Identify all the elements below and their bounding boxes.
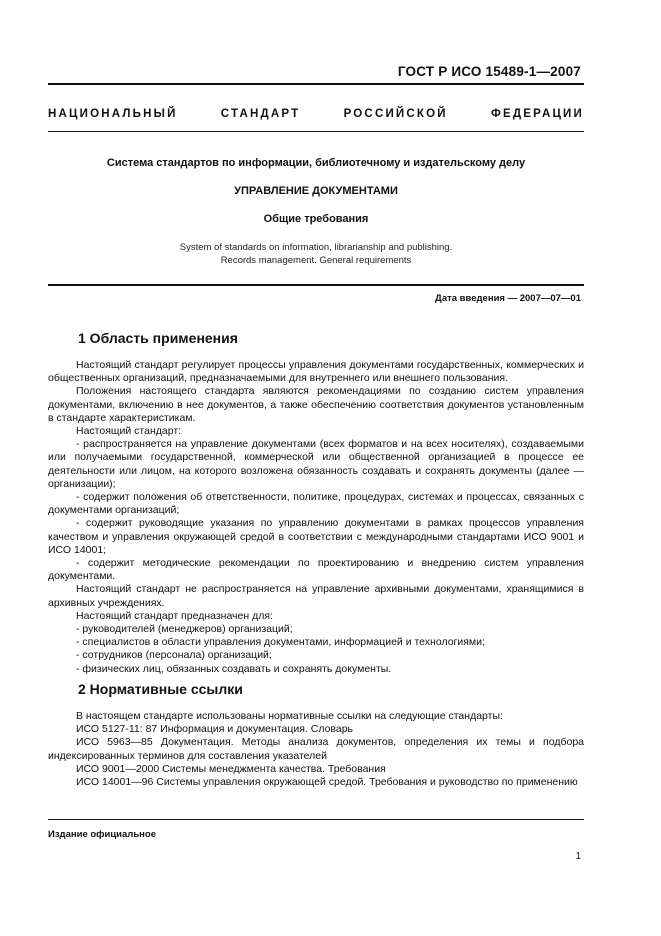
list-item: - содержит методические рекомендации по проектированию и внедрению систем управления документами.	[48, 557, 584, 583]
reference-item: ИСО 5127-11: 87 Информация и документация. Словарь	[76, 723, 354, 736]
date-rule	[48, 284, 584, 286]
official-edition-label: Издание официальное	[48, 829, 156, 840]
paragraph: Настоящий стандарт:	[76, 425, 182, 438]
standards-system-title: Система стандартов по информации, библиотечному и издательскому делу	[106, 157, 526, 169]
footer-rule	[48, 819, 584, 820]
title-rule	[48, 131, 584, 132]
paragraph: Настоящий стандарт регулирует процессы управления документами государственных, коммерческих и общественных организаций, предназначаемыми для внутреннего или внешнего пользования.	[48, 359, 584, 385]
paragraph: В настоящем стандарте использованы нормативные ссылки на следующие стандарты:	[76, 710, 503, 722]
paragraph: Настоящий стандарт не распространяется на управление архивными документами, хранящимися в архивных учреждениях.	[48, 583, 584, 609]
reference-item: ИСО 5963—85 Документация. Методы анализа документов, определения их темы и подбора индексированных терминов для составления указателей	[48, 736, 584, 762]
list-item: - распространяется на управление документами (всех форматов и на всех носителях), создаваемыми или получаемыми государственной, коммерческой или общественной организацией в процессе ее деятельности или лицом, на которого возложена обязанность создавать и сохранять документы (далее — организации);	[48, 438, 584, 490]
list-item: - физических лиц, обязанных создавать и сохранять документы.	[76, 662, 392, 675]
section-2-body	[48, 710, 584, 789]
english-title	[48, 241, 584, 267]
section-1-body	[48, 359, 584, 676]
introduction-date: Дата введения — 2007—07—01	[435, 293, 581, 304]
list-item: - сотрудников (персонала) организаций;	[76, 649, 272, 662]
list-item: - руководителей (менеджеров) организаций;	[76, 623, 293, 636]
national-standard-title: НАЦИОНАЛЬНЫЙ СТАНДАРТ РОССИЙСКОЙ ФЕДЕРАЦИИ	[48, 108, 584, 120]
list-item: - содержит положения об ответственности, политике, процедурах, системах и процессах, связанных с документами организаций;	[48, 491, 584, 517]
top-rule	[48, 83, 584, 85]
english-title-line-1: System of standards on information, librarianship and publishing.	[179, 242, 453, 253]
document-subtitle: Общие требования	[263, 213, 369, 225]
reference-item: ИСО 9001—2000 Системы менеджмента качества. Требования	[76, 762, 386, 775]
list-item: - специалистов в области управления документами, информацией и технологиями;	[76, 636, 485, 649]
paragraph: Положения настоящего стандарта являются рекомендациями по созданию систем управления документами, включению в нее документов, а также обеспечению соответствия документов установленным в стандарте характеристикам.	[48, 385, 584, 424]
list-item: - содержит руководящие указания по управлению документами в рамках процессов управления качеством и управления окружающей средой в соответствии с международными стандартами ИСО 9001 и ИСО 14001;	[48, 517, 584, 556]
english-title-line-2: Records management. General requirements	[220, 255, 412, 266]
document-main-title: УПРАВЛЕНИЕ ДОКУМЕНТАМИ	[234, 185, 398, 197]
paragraph: Настоящий стандарт предназначен для:	[76, 609, 273, 622]
document-code: ГОСТ Р ИСО 15489-1—2007	[397, 64, 581, 79]
section-1-heading: 1 Область применения	[78, 330, 238, 346]
section-2-heading: 2 Нормативные ссылки	[78, 681, 243, 697]
page-number: 1	[575, 851, 581, 862]
reference-item: ИСО 14001—96 Системы управления окружающей средой. Требования и руководство по применению	[76, 776, 578, 789]
